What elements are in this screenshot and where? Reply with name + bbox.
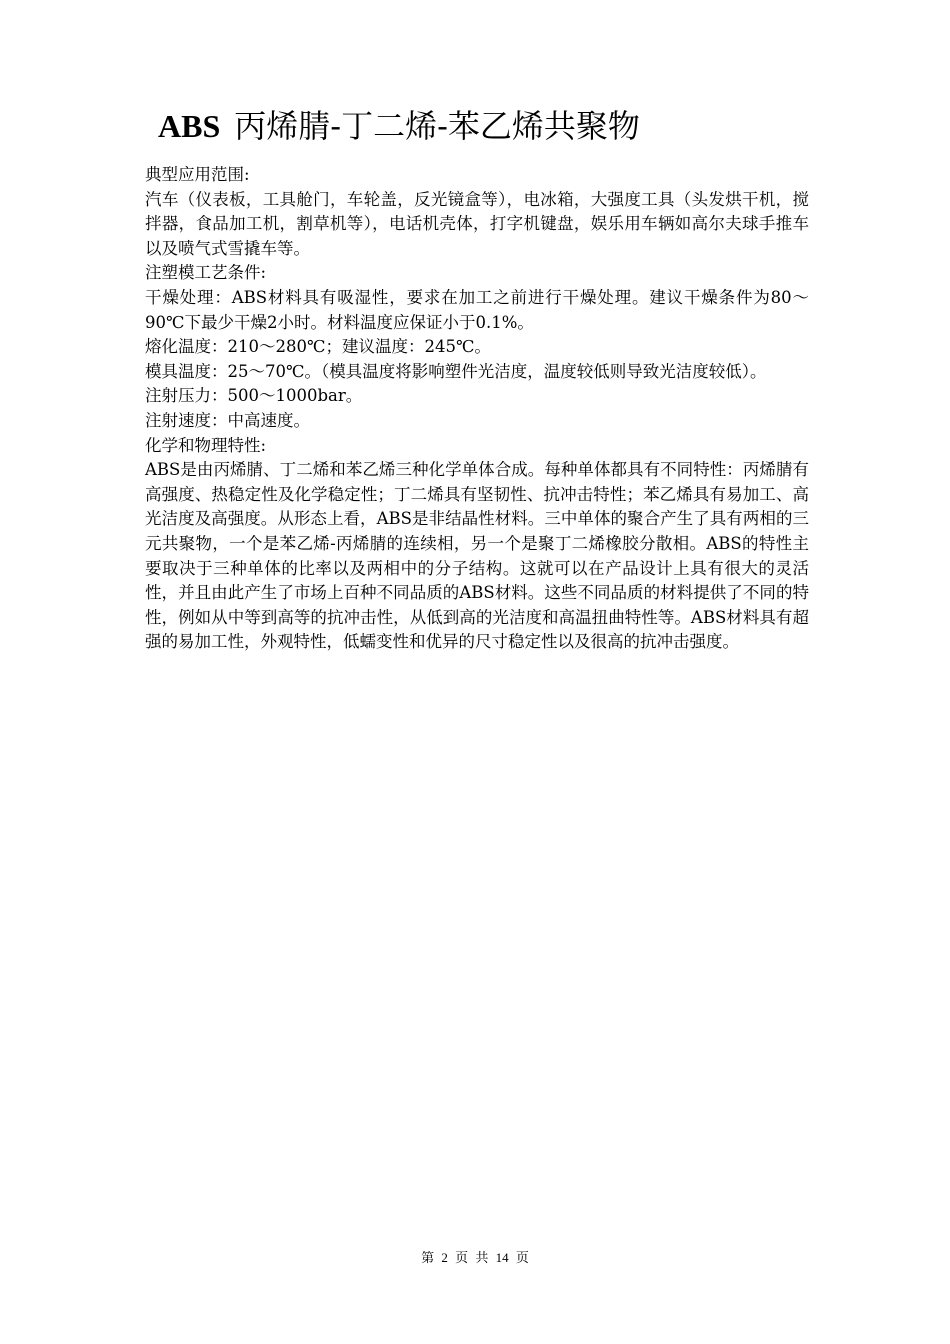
page-title — [158, 104, 858, 148]
page-footer: 第 2 页 共 14 页 — [421, 1250, 529, 1265]
paragraph-applications: 汽车（仪表板，工具舱门，车轮盖，反光镜盒等），电冰箱，大强度工具（头发烘干机，搅拌器，食品加工机，割草机等），电话机壳体，打字机键盘，娱乐用车辆如高尔夫球手推车以及喷气式雪撬车等。 — [145, 189, 809, 258]
heading-molding-conditions: 注塑模工艺条件: — [145, 263, 267, 283]
paragraph-mold-temperature: 模具温度：25～70℃。（模具温度将影响塑件光洁度，温度较低则导致光洁度较低）。 — [145, 361, 767, 381]
paragraph-injection-pressure: 注射压力：500～1000bar。 — [145, 386, 363, 406]
document-body — [145, 163, 809, 655]
paragraph-drying: 干燥处理：ABS材料具有吸湿性，要求在加工之前进行干燥处理。建议干燥条件为80～90℃下最少干燥2小时。材料温度应保证小于0.1%。 — [145, 287, 809, 332]
paragraph-properties: ABS是由丙烯腈、丁二烯和苯乙烯三种化学单体合成。每种单体都具有不同特性：丙烯腈有高强度、热稳定性及化学稳定性；丁二烯具有坚韧性、抗冲击特性；苯乙烯具有易加工、高光洁度及高强度。从形态上看，ABS是非结晶性材料。三中单体的聚合产生了具有两相的三元共聚物，一个是苯乙烯-丙烯腈的连续相，另一个是聚丁二烯橡胶分散相。ABS的特性主要取决于三种单体的比率以及两相中的分子结构。这就可以在产品设计上具有很大的灵活性，并且由此产生了市场上百种不同品质的ABS材料。这些不同品质的材料提供了不同的特性，例如从中等到高等的抗冲击性，从低到高的光洁度和高温扭曲特性等。ABS材料具有超强的易加工性，外观特性，低蠕变性和优异的尺寸稳定性以及很高的抗冲击强度。 — [145, 460, 809, 652]
paragraph-melt-temperature: 熔化温度：210～280℃；建议温度：245℃。 — [145, 337, 491, 357]
heading-applications: 典型应用范围: — [145, 165, 250, 184]
heading-properties: 化学和物理特性: — [145, 435, 267, 455]
title-full-name: 丙烯腈-丁二烯-苯乙烯共聚物 — [234, 107, 640, 145]
paragraph-injection-speed: 注射速度：中高速度。 — [145, 410, 310, 430]
title-abbreviation: ABS — [158, 108, 221, 144]
